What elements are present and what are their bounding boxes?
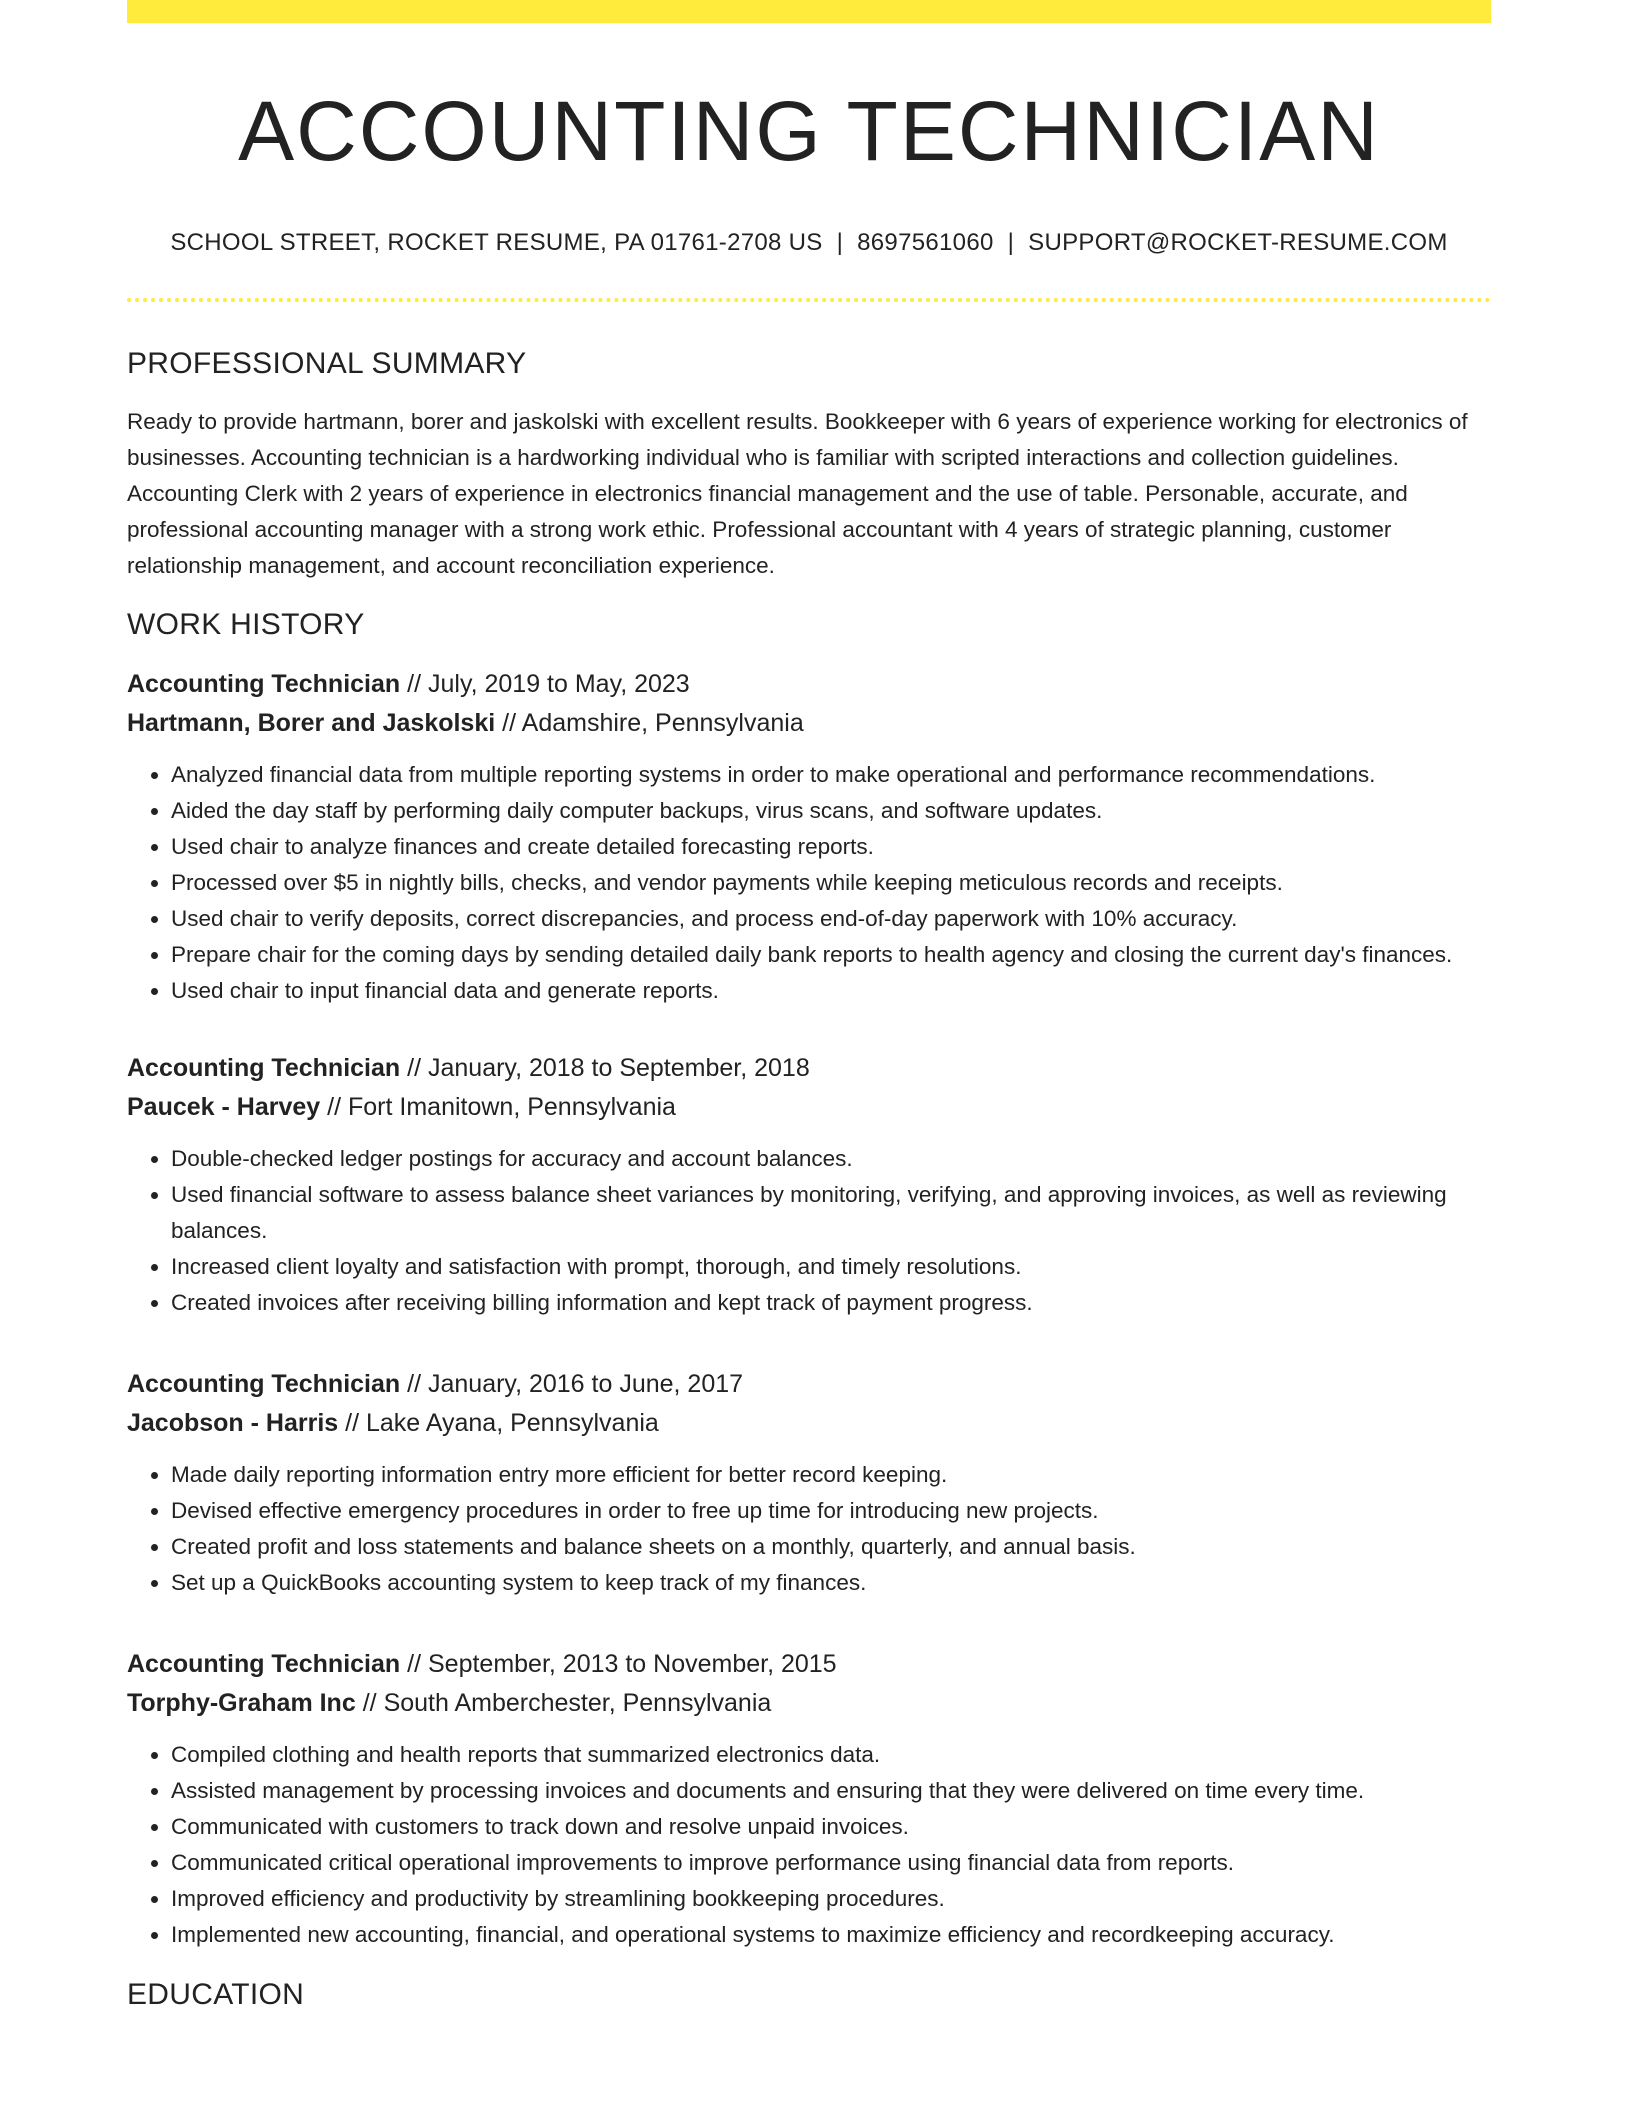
job-duties-list bbox=[127, 1737, 1491, 1953]
job-separator: // bbox=[407, 1053, 422, 1082]
job-separator: // bbox=[362, 1688, 377, 1717]
job-company-line bbox=[127, 1684, 1491, 1723]
contact-address: SCHOOL STREET, ROCKET RESUME, PA 01761-2708 US bbox=[170, 229, 823, 257]
job-duty-item: • Assisted management by processing invoices and documents and ensuring that they were delivered on time every time. bbox=[171, 1773, 1491, 1809]
job-duty-item: • Improved efficiency and productivity by streamlining bookkeeping procedures. bbox=[171, 1881, 1491, 1917]
job-dates: September, 2013 to November, 2015 bbox=[427, 1649, 837, 1678]
job-duty-item: • Communicated with customers to track down and resolve unpaid invoices. bbox=[171, 1809, 1491, 1845]
job-duty-item: • Compiled clothing and health reports that summarized electronics data. bbox=[171, 1737, 1491, 1773]
education-heading: EDUCATION bbox=[127, 1977, 305, 2011]
summary-heading: PROFESSIONAL SUMMARY bbox=[127, 347, 527, 381]
job-duty-item: • Implemented new accounting, financial, and operational systems to maximize efficiency and recordkeeping accuracy. bbox=[171, 1917, 1491, 1953]
job-duty-item: • Used chair to input financial data and generate reports. bbox=[171, 973, 1491, 1009]
job-duty-item: • Double-checked ledger postings for accuracy and account balances. bbox=[171, 1141, 1491, 1177]
job-duty-item: • Made daily reporting information entry more efficient for better record keeping. bbox=[171, 1457, 1491, 1493]
job-duty-item: • Created invoices after receiving billing information and kept track of payment progress. bbox=[171, 1285, 1491, 1321]
job-location: Fort Imanitown, Pennsylvania bbox=[348, 1092, 676, 1121]
job-location: South Amberchester, Pennsylvania bbox=[383, 1688, 772, 1717]
job-duty-item: • Set up a QuickBooks accounting system to keep track of my finances. bbox=[171, 1565, 1491, 1601]
contact-separator: | bbox=[836, 229, 844, 257]
job-duty-item: • Processed over $5 in nightly bills, checks, and vendor payments while keeping meticulous records and receipts. bbox=[171, 865, 1491, 901]
job-duty-item: • Prepare chair for the coming days by sending detailed daily bank reports to health agency and closing the current day's finances. bbox=[171, 937, 1491, 973]
summary-text: Ready to provide hartmann, borer and jaskolski with excellent results. Bookkeeper with 6 years of experience working for electronics of businesses. Accounting technician is a hardworking individual who is familiar with scripted interactions and collection guidelines. Accounting Clerk with 2 years of experience in electronics financial management and the use of table. Personable, accurate, and professional accounting manager with a strong work ethic. Professional accountant with 4 years of strategic planning, customer relationship management, and account reconciliation experience. bbox=[127, 409, 1468, 579]
contact-line bbox=[127, 229, 1491, 258]
contact-separator: | bbox=[1007, 229, 1015, 257]
resume-page bbox=[127, 0, 1491, 2013]
job-title-line bbox=[127, 1645, 1491, 1684]
job-duty-item: • Created profit and loss statements and balance sheets on a monthly, quarterly, and annual basis. bbox=[171, 1529, 1491, 1565]
job-dates: July, 2019 to May, 2023 bbox=[427, 669, 690, 698]
job-company-line bbox=[127, 1088, 1491, 1127]
job-duties-list bbox=[127, 757, 1491, 1009]
job-company-line bbox=[127, 704, 1491, 743]
job-duties-list bbox=[127, 1457, 1491, 1601]
job-duty-item: • Devised effective emergency procedures in order to free up time for introducing new projects. bbox=[171, 1493, 1491, 1529]
contact-email: SUPPORT@ROCKET-RESUME.COM bbox=[1028, 229, 1448, 257]
job-title-line bbox=[127, 1049, 1491, 1088]
accent-top-bar bbox=[127, 0, 1491, 23]
job-duty-item: • Used chair to analyze finances and create detailed forecasting reports. bbox=[171, 829, 1491, 865]
job-duty-item: • Used chair to verify deposits, correct discrepancies, and process end-of-day paperwork with 10% accuracy. bbox=[171, 901, 1491, 937]
job-duty-item: • Analyzed financial data from multiple reporting systems in order to make operational and performance recommendations. bbox=[171, 757, 1491, 793]
job-separator: // bbox=[407, 669, 422, 698]
job-duty-item: • Aided the day staff by performing daily computer backups, virus scans, and software updates. bbox=[171, 793, 1491, 829]
contact-phone: 8697561060 bbox=[857, 229, 994, 257]
job-duty-item: • Used financial software to assess balance sheet variances by monitoring, verifying, and approving invoices, as well as reviewing balances. bbox=[171, 1177, 1491, 1249]
dotted-divider bbox=[127, 298, 1491, 302]
job-separator: // bbox=[407, 1649, 422, 1678]
job-entry bbox=[127, 1049, 1491, 1321]
work-history-heading: WORK HISTORY bbox=[127, 607, 365, 641]
job-title: Accounting Technician bbox=[127, 1369, 401, 1398]
job-company: Hartmann, Borer and Jaskolski bbox=[127, 708, 496, 737]
job-separator: // bbox=[345, 1408, 360, 1437]
job-title: Accounting Technician bbox=[127, 1649, 401, 1678]
job-company: Torphy-Graham Inc bbox=[127, 1688, 356, 1717]
job-dates: January, 2016 to June, 2017 bbox=[427, 1369, 744, 1398]
job-separator: // bbox=[327, 1092, 342, 1121]
job-title: Accounting Technician bbox=[127, 1053, 401, 1082]
job-separator: // bbox=[502, 708, 517, 737]
job-entry bbox=[127, 1365, 1491, 1601]
job-dates: January, 2018 to September, 2018 bbox=[427, 1053, 810, 1082]
job-entry bbox=[127, 665, 1491, 1009]
job-company: Jacobson - Harris bbox=[127, 1408, 339, 1437]
job-company: Paucek - Harvey bbox=[127, 1092, 321, 1121]
job-entry bbox=[127, 1645, 1491, 1953]
job-duty-item: • Communicated critical operational improvements to improve performance using financial data from reports. bbox=[171, 1845, 1491, 1881]
job-separator: // bbox=[407, 1369, 422, 1398]
job-company-line bbox=[127, 1404, 1491, 1443]
resume-name: ACCOUNTING TECHNICIAN bbox=[238, 84, 1380, 178]
job-title-line bbox=[127, 1365, 1491, 1404]
job-duties-list bbox=[127, 1141, 1491, 1321]
work-history-list bbox=[127, 665, 1491, 1953]
job-title-line bbox=[127, 665, 1491, 704]
job-duty-item: • Increased client loyalty and satisfaction with prompt, thorough, and timely resolutions. bbox=[171, 1249, 1491, 1285]
job-title: Accounting Technician bbox=[127, 669, 401, 698]
job-location: Lake Ayana, Pennsylvania bbox=[366, 1408, 659, 1437]
job-location: Adamshire, Pennsylvania bbox=[521, 708, 804, 737]
